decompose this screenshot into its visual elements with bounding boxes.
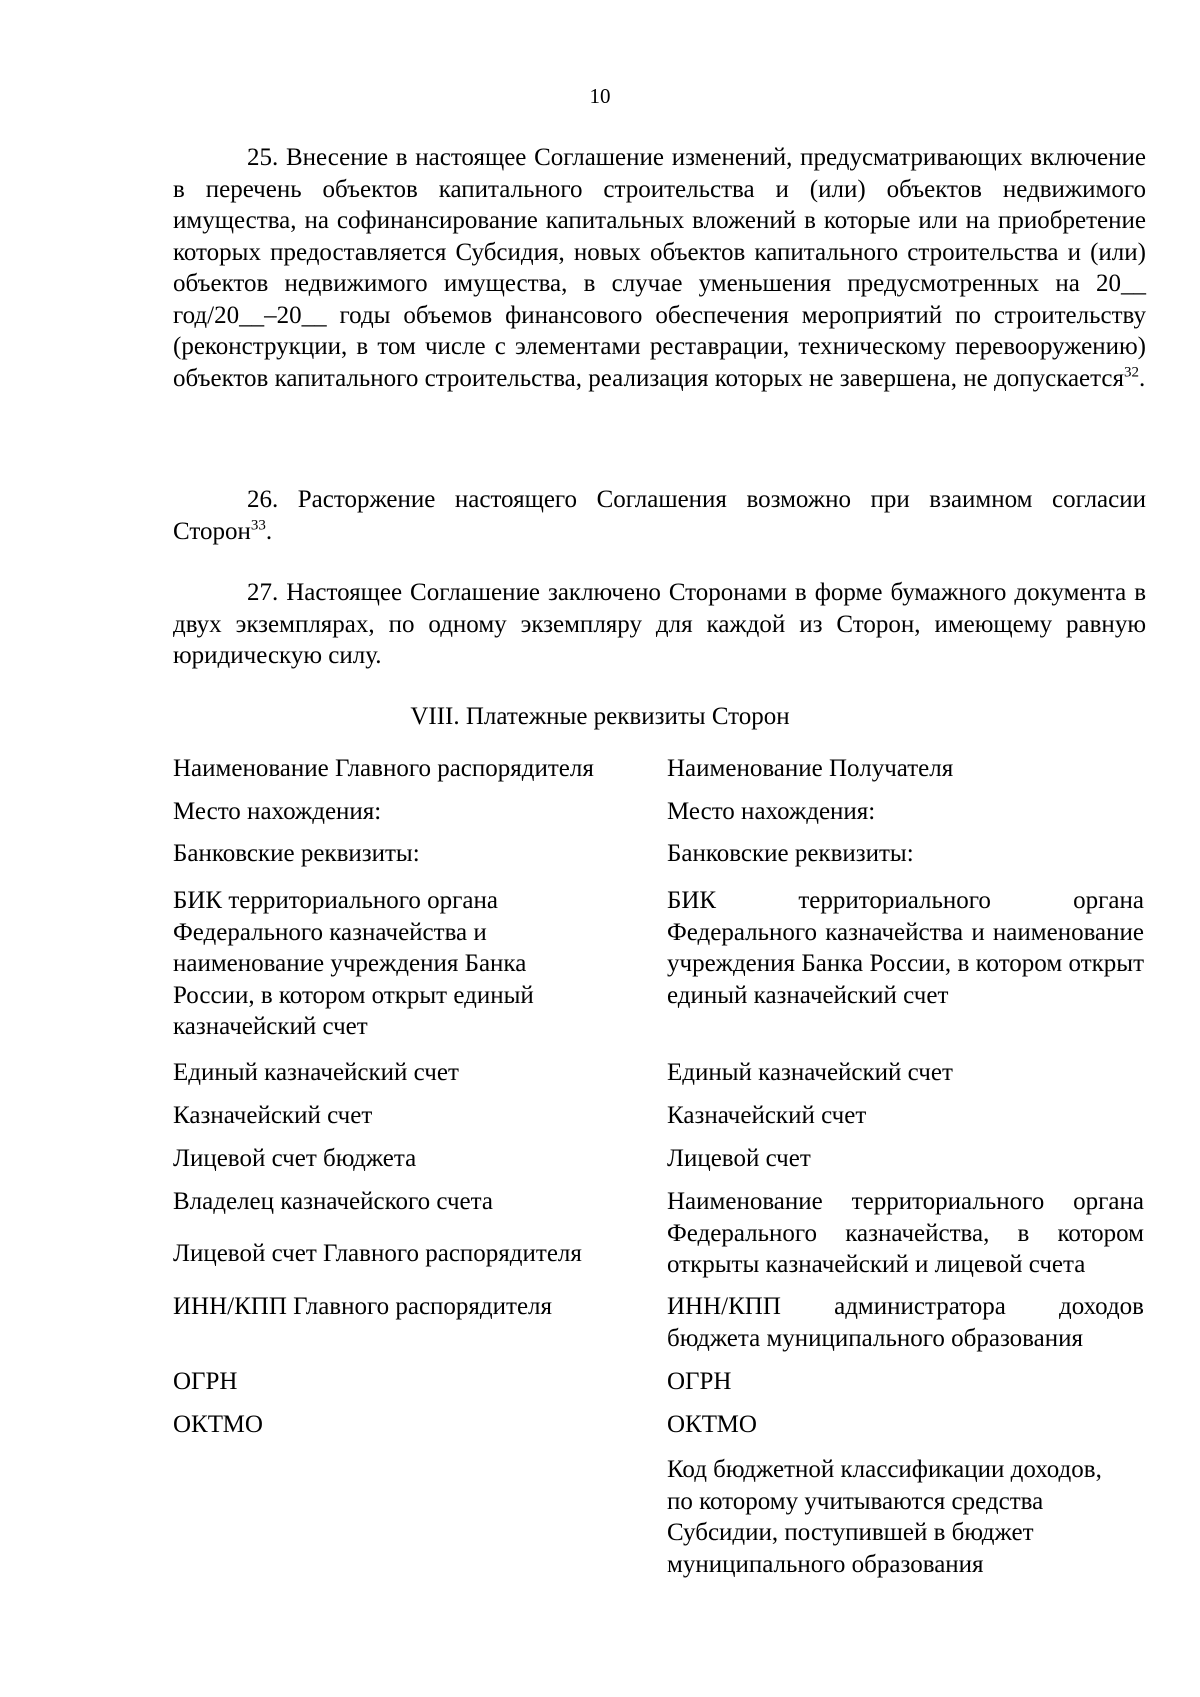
page-number: 10 [589,84,611,108]
paragraph-26-end: . [265,517,273,545]
right-kbk: Код бюджетной классификации доходов, по которому учитываются средства Субсидии, поступившей в бюджет муниципального образования [667,1456,1102,1578]
paragraph-27: 27. Настоящее Соглашение заключено Сторонами в форме бумажного документа в двух экземплярах, по одному экземпляру для каждой из Сторон, имеющему равную юридическую силу. [173,579,1146,669]
right-bik: БИК территориального органа Федерального казначейства и наименование учреждения Банка России, в котором открыт единый казначейский счет [667,887,1144,1009]
left-name: Наименование Главного распорядителя [173,755,594,782]
section-title: VIII. Платежные реквизиты Сторон [410,703,790,730]
right-territorial-organ: Наименование территориального органа Федерального казначейства, в котором открыты казначейский и лицевой счета [667,1188,1144,1278]
left-owner: Владелец казначейского счета [173,1188,493,1215]
left-inn: ИНН/КПП Главного распорядителя [173,1293,553,1320]
right-oktmo: ОКТМО [667,1411,757,1438]
right-location: Место нахождения: [667,798,876,825]
left-ogrn: ОГРН [173,1368,238,1395]
paragraph-25-text: 25. Внесение в настоящее Соглашение изменений, предусматривающих включение в перечень объектов капитального строительства и (или) объектов недвижимого имущества, на софинансирование капитальных вложений в которые или на приобретение которых предоставляется Субсидия, новых объектов капитального строительства и (или) объектов недвижимого имущества, в случае уменьшения предусмотренных на 20__ год/20__–20__ годы объемов финансового обеспечения мероприятий по строительству (реконструкции, в том числе с элементами реставрации, техническому перевооружению) объектов капитального строительства, реализация которых не завершена, не допускается [173,144,1146,392]
right-inn: ИНН/КПП администратора доходов бюджета муниципального образования [667,1293,1144,1352]
left-treasury-account: Казначейский счет [173,1102,373,1129]
left-location: Место нахождения: [173,798,382,825]
left-single-account: Единый казначейский счет [173,1059,459,1086]
right-name: Наименование Получателя [667,755,954,782]
right-personal-account: Лицевой счет [667,1145,811,1172]
left-gr-account: Лицевой счет Главного распорядителя [173,1240,582,1267]
footnote-ref-32: 32 [1123,364,1139,381]
paragraph-25 [173,142,1146,394]
right-single-account: Единый казначейский счет [667,1059,953,1086]
right-bank: Банковские реквизиты: [667,840,914,867]
paragraph-26 [173,484,1146,547]
left-bank: Банковские реквизиты: [173,840,420,867]
footnote-ref-33: 33 [250,517,266,534]
left-oktmo: ОКТМО [173,1411,263,1438]
paragraph-25-end: . [1138,364,1146,392]
right-treasury-account: Казначейский счет [667,1102,867,1129]
right-ogrn: ОГРН [667,1368,732,1395]
paragraph-26-text: 26. Расторжение настоящего Соглашения возможно при взаимном согласии Сторон [173,486,1146,545]
left-personal-account: Лицевой счет бюджета [173,1145,417,1172]
left-bik: БИК территориального органа Федерального казначейства и наименование учреждения Банка России, в котором открыт единый казначейский счет [173,887,534,1040]
